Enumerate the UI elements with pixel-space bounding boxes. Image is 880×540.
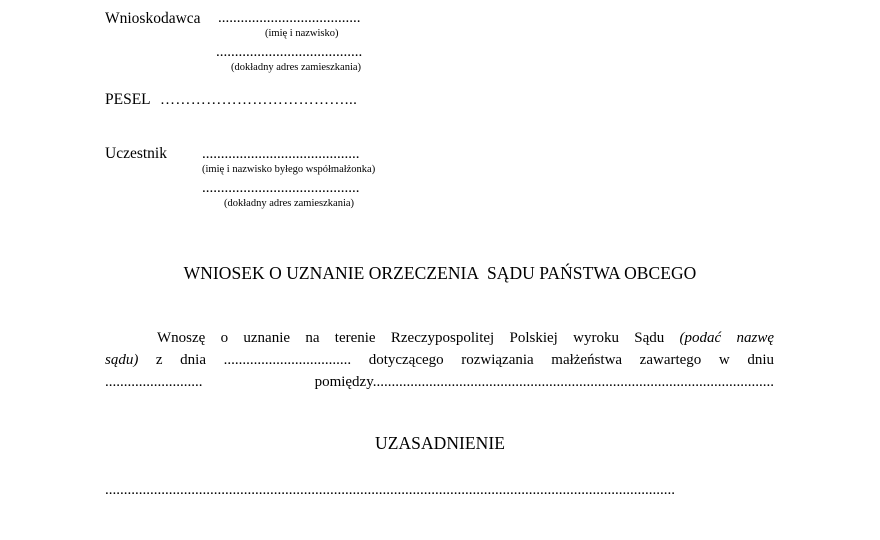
pesel-field[interactable]: ………………………………...	[160, 92, 358, 108]
applicant-label: Wnioskodawca	[105, 10, 201, 27]
court-name-hint: (podać nazwę	[679, 330, 774, 346]
motion-line-1-text: Wnoszę o uznanie na terenie Rzeczypospolitej Polskiej wyroku Sądu	[157, 330, 680, 346]
participant-label: Uczestnik	[105, 145, 167, 162]
pesel-label: PESEL	[105, 91, 151, 108]
participant-address-field[interactable]: ..........................................	[202, 180, 360, 196]
motion-line-3	[105, 375, 774, 390]
participant-name-field[interactable]: ..........................................	[202, 146, 360, 162]
applicant-name-field[interactable]: ......................................	[218, 10, 361, 26]
motion-title: WNIOSEK O UZNANIE ORZECZENIA SĄDU PAŃSTWA OBCEGO	[183, 263, 697, 283]
applicant-address-field[interactable]: .......................................	[216, 44, 363, 60]
applicant-name-hint: (imię i nazwisko)	[265, 28, 339, 39]
applicant-address-hint: (dokładny adres zamieszkania)	[231, 62, 362, 73]
motion-line-2	[105, 353, 774, 368]
justification-title: UZASADNIENIE	[375, 433, 505, 453]
participant-address-hint: (dokładny adres zamieszkania)	[224, 198, 355, 209]
justification-field[interactable]: ........................................................................................................................................................	[105, 483, 675, 498]
motion-line-2-text[interactable]: z dnia .................................. dotyczącego rozwiązania małżeństwa zawartego w dniu	[138, 352, 774, 368]
motion-line-1	[157, 331, 774, 346]
motion-line-3-text[interactable]: .......................... pomiędzy...........................................................................................................	[105, 374, 774, 390]
participant-name-hint: (imię i nazwisko byłego współmałżonka)	[202, 164, 376, 175]
court-name-hint-end: sądu)	[105, 352, 139, 368]
